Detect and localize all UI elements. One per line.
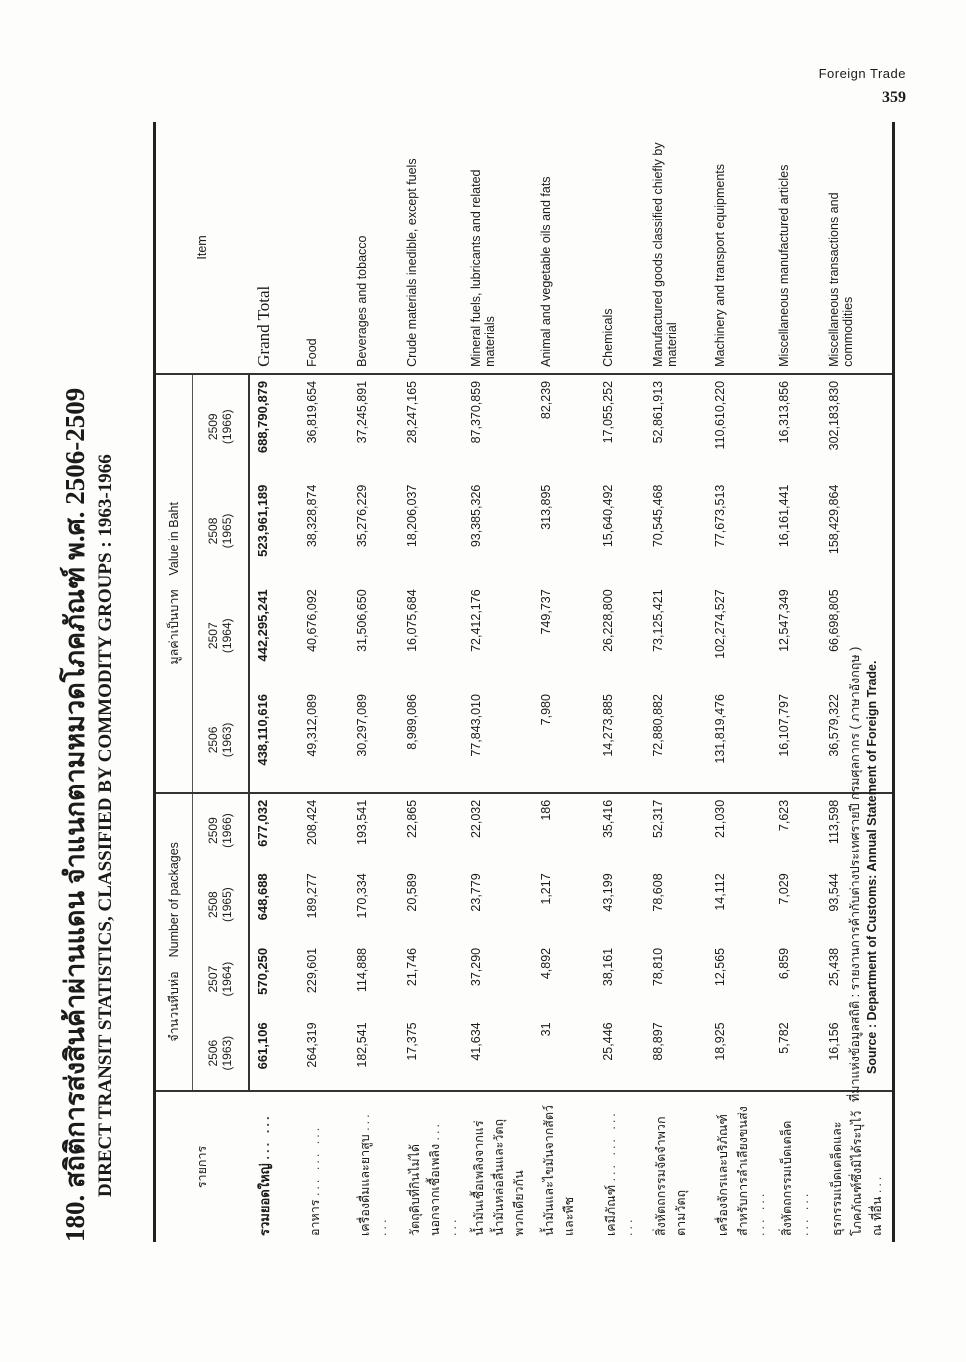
value-cell: 77,673,513 <box>712 484 727 548</box>
value-cell: 40,676,092 <box>304 589 319 652</box>
item-name-thai: น้ำมันเชื้อเพลิงจากแร่ น้ำมันหล่อลื่นและวัตถุพวกเดียวกัน <box>464 1091 534 1242</box>
item-name-thai: เครื่องจักรและบริภัณฑ์สำหรับการลำเลียงขนส่ง ... ... <box>708 1091 772 1242</box>
packages-cell: 23,779 <box>468 873 483 912</box>
value-cell: 17,055,252 <box>600 380 615 444</box>
packages-cell: 186 <box>534 793 596 868</box>
value-cell: 52,861,913 <box>650 380 665 444</box>
value-cell: 158,429,864 <box>826 484 841 555</box>
packages-cell: 22,865 <box>400 793 464 868</box>
item-name-english: Beverages and tobacco <box>350 122 400 374</box>
item-name-thai: สิ่งหัตถกรรมเบ็ดเตล็ด ... ... <box>772 1091 822 1242</box>
table-row <box>400 122 464 1242</box>
packages-cell: 12,565 <box>712 947 727 987</box>
packages-cell: 38,161 <box>600 947 615 987</box>
packages-cell: 661,106 <box>254 1022 270 1070</box>
value-cell: 26,228,800 <box>600 589 615 652</box>
value-cell: 523,961,189 <box>254 484 270 557</box>
table-row <box>300 122 350 1242</box>
packages-cell: 208,424 <box>300 793 350 868</box>
value-cell: 38,328,874 <box>304 484 319 548</box>
value-cell: 36,819,654 <box>304 380 319 444</box>
table-title-english: DIRECT TRANSIT STATISTICS, CLASSIFIED BY COMMODITY GROUPS : 1963-1966 <box>95 454 116 1197</box>
packages-cell: 16,156 <box>826 1022 841 1061</box>
source-note <box>845 647 879 1102</box>
value-cell: 82,239 <box>538 380 553 420</box>
rotated-table-sheet <box>33 12 933 1352</box>
item-name-english: Machinery and transport equipments <box>708 122 772 374</box>
packages-cell: 22,032 <box>464 793 534 868</box>
value-header-english: Value in Baht <box>167 502 181 576</box>
value-cell: 37,245,891 <box>354 380 369 444</box>
table-row-grand-total <box>249 122 300 1242</box>
value-cell: 77,843,010 <box>468 694 483 757</box>
packages-cell: 37,290 <box>468 947 483 987</box>
source-english: Source : Department of Customs: Annual Statement of Foreign Trade. <box>865 660 879 1074</box>
value-cell: 688,790,879 <box>254 380 270 454</box>
packages-cell: 189,277 <box>304 873 319 919</box>
table-row <box>534 122 596 1242</box>
packages-cell: 18,925 <box>712 1022 727 1061</box>
value-cell: 70,545,468 <box>650 484 665 548</box>
item-name-english: Chemicals <box>596 122 646 374</box>
packages-cell: 677,032 <box>249 793 300 868</box>
table-row <box>464 122 534 1242</box>
item-name-english: Crude materials inedible, except fuels <box>400 122 464 374</box>
value-cell: 18,206,037 <box>404 484 419 548</box>
value-cell: 16,107,797 <box>776 694 791 757</box>
packages-cell: 114,888 <box>354 947 369 993</box>
packages-cell: 88,897 <box>650 1022 665 1061</box>
item-name-thai: เคมีภัณฑ์ ... ... ... ... <box>596 1091 646 1242</box>
section-title: Foreign Trade <box>818 66 906 81</box>
value-cell: 14,273,885 <box>600 694 615 757</box>
value-cell: 72,412,176 <box>468 589 483 652</box>
value-cell: 749,737 <box>538 589 553 635</box>
item-name-english: Miscellaneous manufactured articles <box>772 122 822 374</box>
packages-cell: 17,375 <box>404 1022 419 1061</box>
packages-cell: 43,199 <box>600 873 615 912</box>
packages-cell: 78,810 <box>650 947 665 987</box>
packages-cell: 14,112 <box>712 873 727 911</box>
value-cell: 302,183,830 <box>826 380 841 451</box>
value-cell: 36,579,322 <box>826 694 841 757</box>
packages-cell: 25,438 <box>826 947 841 987</box>
packages-group-header <box>155 793 193 1091</box>
packages-cell: 113,598 <box>822 793 894 868</box>
packages-cell: 229,601 <box>304 947 319 994</box>
value-cell: 442,295,241 <box>254 589 270 662</box>
packages-header-thai: จำนวนหีบห่อ <box>167 971 181 1042</box>
year-header: 2506 (1963) <box>193 688 249 793</box>
packages-cell: 35,416 <box>596 793 646 868</box>
year-header: 2508 (1965) <box>193 479 249 584</box>
packages-cell: 93,544 <box>826 873 841 912</box>
packages-cell: 264,319 <box>304 1022 319 1068</box>
page-number: 359 <box>882 89 906 106</box>
value-cell: 15,640,492 <box>600 484 615 548</box>
packages-header-english: Number of packages <box>167 842 181 958</box>
item-name-thai: สิ่งหัตถกรรมจัดจำพวกตามวัตถุ <box>646 1091 708 1242</box>
packages-cell: 182,541 <box>354 1022 369 1068</box>
value-cell: 28,247,165 <box>404 380 419 444</box>
packages-cell: 4,892 <box>538 947 553 980</box>
item-name-english: Food <box>300 122 350 374</box>
value-cell: 16,313,856 <box>776 380 791 444</box>
packages-cell: 31 <box>538 1022 553 1037</box>
value-cell: 72,880,882 <box>650 694 665 757</box>
table-row <box>772 122 822 1242</box>
value-cell: 102,274,527 <box>712 589 727 659</box>
packages-cell: 20,589 <box>404 873 419 912</box>
value-cell: 12,547,349 <box>776 589 791 652</box>
year-header: 2507 (1964) <box>193 942 249 1017</box>
table-row <box>350 122 400 1242</box>
table-row <box>708 122 772 1242</box>
packages-cell: 25,446 <box>600 1022 615 1061</box>
source-thai: ที่มาแห่งข้อมูลสถิติ : รายงานการค้ากับต่างประเทศรายปี กรมศุลกากร ( ภาษาอังกฤษ ) <box>848 646 862 1102</box>
year-header: 2509 (1966) <box>193 374 249 479</box>
item-name-english: Mineral fuels, lubricants and related materials <box>464 122 534 374</box>
item-name-thai: รวมยอดใหญ่ ... ... <box>249 1091 300 1242</box>
table-row <box>596 122 646 1242</box>
item-name-english: Grand Total <box>249 122 300 374</box>
packages-cell: 193,541 <box>350 793 400 868</box>
year-header: 2509 (1966) <box>193 793 249 868</box>
value-cell: 66,698,805 <box>826 589 841 652</box>
item-name-thai: ธุรกรรมเบ็ดเตล็ดและโภคภัณฑ์ซึ่งมิได้ระบุไว้ ณ ที่อื่น ... <box>822 1091 894 1242</box>
year-header: 2506 (1963) <box>193 1016 249 1091</box>
transit-statistics-table <box>153 122 895 1242</box>
packages-cell: 6,859 <box>776 947 791 980</box>
year-header: 2507 (1964) <box>193 583 249 688</box>
value-cell: 438,110,616 <box>254 694 270 766</box>
value-cell: 30,297,089 <box>354 694 369 757</box>
packages-cell: 7,029 <box>776 873 791 905</box>
value-cell: 313,895 <box>538 484 553 530</box>
item-name-thai: วัตถุดิบที่กินไม่ได้ นอกจากเชื้อเพลิง ... ... <box>400 1091 464 1242</box>
value-cell: 16,075,684 <box>404 589 419 652</box>
value-cell: 87,370,859 <box>468 380 483 444</box>
value-cell: 73,125,421 <box>650 589 665 652</box>
packages-cell: 648,688 <box>254 873 270 921</box>
value-cell: 93,385,326 <box>468 484 483 548</box>
value-cell: 16,161,441 <box>776 484 791 548</box>
value-cell: 35,276,229 <box>354 484 369 548</box>
packages-cell: 41,634 <box>468 1022 483 1061</box>
item-name-english: Manufactured goods classified chiefly by material <box>646 122 708 374</box>
item-name-english: Miscellaneous transactions and commodities <box>822 122 894 374</box>
packages-cell: 5,782 <box>776 1022 791 1054</box>
item-header-english: Item <box>155 122 249 374</box>
packages-cell: 170,334 <box>354 873 369 919</box>
value-cell: 31,506,650 <box>354 589 369 652</box>
value-header-thai: มูลค่าเป็นบาท <box>167 589 181 665</box>
value-cell: 49,312,089 <box>304 694 319 757</box>
packages-cell: 21,030 <box>708 793 772 868</box>
item-name-thai: อาหาร ... ... ... <box>300 1091 350 1242</box>
packages-cell: 7,623 <box>772 793 822 868</box>
item-name-english: Animal and vegetable oils and fats <box>534 122 596 374</box>
value-group-header <box>155 374 193 793</box>
item-name-thai: เครื่องดื่มและยาสูบ ... ... <box>350 1091 400 1242</box>
item-name-thai: น้ำมันและไขมันจากสัตว์และพืช <box>534 1091 596 1242</box>
value-cell: 8,989,086 <box>404 694 419 750</box>
packages-cell: 570,250 <box>254 947 270 995</box>
packages-cell: 52,317 <box>646 793 708 868</box>
item-header-thai: รายการ <box>155 1091 249 1242</box>
packages-cell: 1,217 <box>538 873 553 905</box>
table-title-thai: 180. สถิติการส่งสินค้าผ่านแดน จำแนกตามหมวดโภคภัณฑ์ พ.ศ. 2506-2509 <box>60 387 90 1242</box>
packages-cell: 21,746 <box>404 947 419 987</box>
table-row <box>646 122 708 1242</box>
value-cell: 110,610,220 <box>712 380 727 450</box>
packages-cell: 78,608 <box>650 873 665 912</box>
year-header: 2508 (1965) <box>193 867 249 942</box>
value-cell: 131,819,476 <box>712 694 727 764</box>
value-cell: 7,980 <box>538 694 553 726</box>
